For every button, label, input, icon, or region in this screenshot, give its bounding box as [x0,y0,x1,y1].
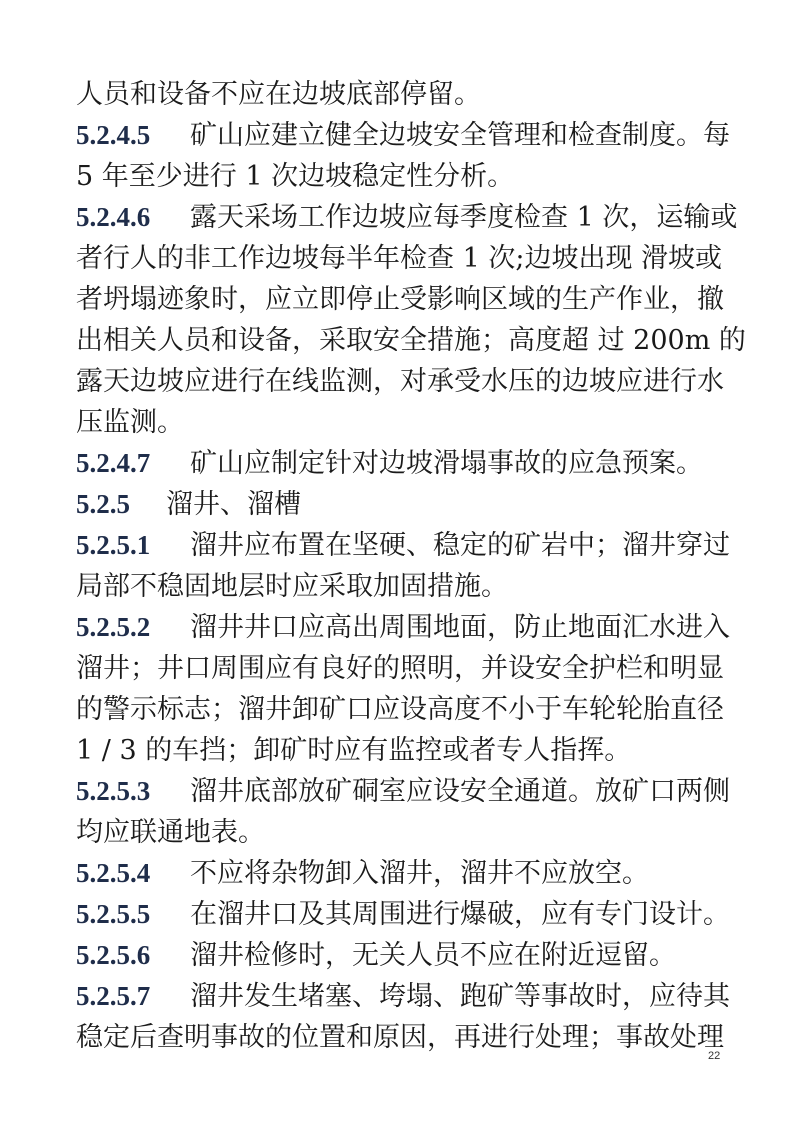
section-title: 溜井、溜槽 [166,489,301,520]
clause-number: 5.2.5.6 [76,940,151,970]
line-text: 露天边坡应进行在线监测，对承受水压的边坡应进行水 [76,366,724,397]
line-text: 溜井应布置在坚硬、稳定的矿岩中；溜井穿过 [190,530,730,561]
line-text: 压监测。 [76,407,184,438]
line-text: 溜井底部放矿硐室应设安全通道。放矿口两侧 [190,776,730,807]
text-line [76,689,726,730]
line-text: 局部不稳固地层时应采取加固措施。 [76,571,508,602]
text-line [76,853,726,894]
text-line [76,812,726,853]
line-text: 人员和设备不应在边坡底部停留。 [76,79,481,110]
text-line [76,730,726,771]
text-line [76,566,726,607]
text-line [76,976,730,1017]
text-line [76,935,726,976]
line-text: 矿山应建立健全边坡安全管理和检查制度。每 [190,120,730,151]
line-text: 溜井；井口周围应有良好的照明，并设安全护栏和明显 [76,653,724,684]
line-text: 溜井检修时，无关人员不应在附近逗留。 [190,940,676,971]
text-line [76,156,726,197]
text-line [76,197,738,238]
text-line [76,74,726,115]
page-number: 22 [708,1050,721,1062]
clause-number: 5.2.5.4 [76,858,151,888]
clause-number: 5.2.5.7 [76,981,151,1011]
text-line [76,894,730,935]
line-text: 不应将杂物卸入溜井，溜井不应放空。 [190,858,649,889]
text-line [76,320,746,361]
section-heading [76,484,726,525]
line-text: 稳定后查明事故的位置和原因，再进行处理；事故处理 [76,1022,724,1053]
clause-number: 5.2.5.5 [76,899,151,929]
text-line [76,771,730,812]
line-text: 的警示标志；溜井卸矿口应设高度不小于车轮轮胎直径 [76,694,724,725]
text-line [76,607,730,648]
text-line [76,525,730,566]
line-text: 矿山应制定针对边坡滑塌事故的应急预案。 [190,448,703,479]
clause-number: 5.2.4.5 [76,120,151,150]
line-text: 溜井发生堵塞、垮塌、跑矿等事故时，应待其 [190,981,730,1012]
text-line [76,361,726,402]
document-body [76,74,746,1058]
line-text: 者行人的非工作边坡每半年检查 1 次;边坡出现 滑坡或 [76,243,723,274]
line-text: 均应联通地表。 [76,817,265,848]
line-text: 露天采场工作边坡应每季度检查 1 次，运输或 [190,202,738,233]
clause-number: 5.2.4.7 [76,448,151,478]
line-text: 者坍塌迹象时，应立即停止受影响区域的生产作业，撤 [76,284,724,315]
text-line [76,648,726,689]
text-line [76,279,726,320]
clause-number: 5.2.5.3 [76,776,151,806]
text-line [76,115,730,156]
clause-number: 5.2.5.1 [76,530,151,560]
line-text: 5 年至少进行 1 次边坡稳定性分析。 [76,161,515,192]
line-text: 出相关人员和设备，采取安全措施；高度超 过 200m 的 [76,325,746,356]
line-text: 1 / 3 的车挡；卸矿时应有监控或者专人指挥。 [76,735,632,766]
text-line [76,1017,726,1058]
section-number: 5.2.5 [76,489,130,519]
text-line [76,402,726,443]
clause-number: 5.2.5.2 [76,612,151,642]
line-text: 在溜井口及其周围进行爆破，应有专门设计。 [190,899,730,930]
text-line [76,443,726,484]
line-text: 溜井井口应高出周围地面，防止地面汇水进入 [190,612,730,643]
clause-number: 5.2.4.6 [76,202,151,232]
text-line [76,238,726,279]
